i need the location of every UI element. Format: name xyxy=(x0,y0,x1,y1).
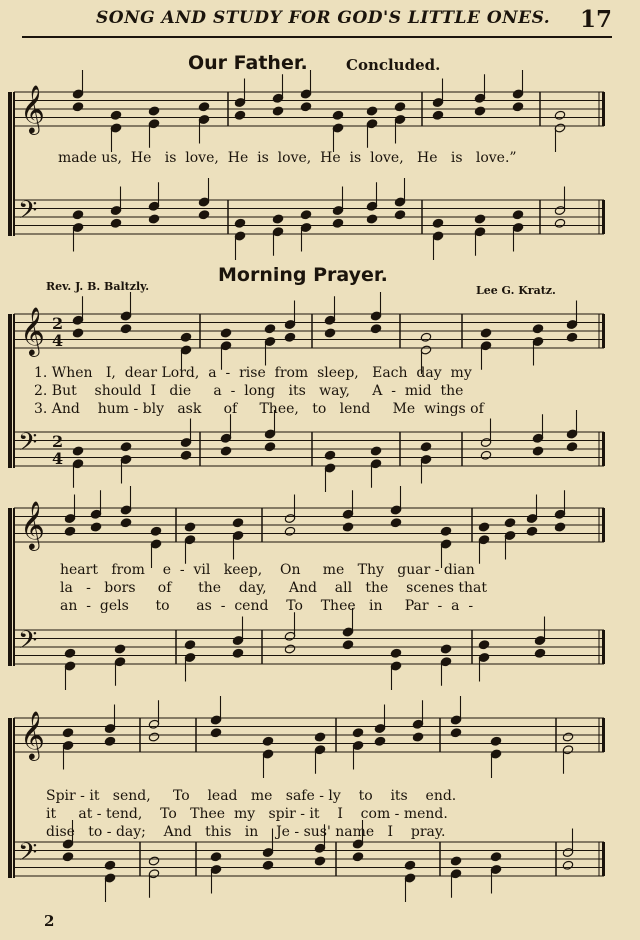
bass-clef: 𝄢 xyxy=(18,428,38,463)
note-head xyxy=(198,102,209,112)
note-head xyxy=(478,640,489,650)
note-head xyxy=(284,644,295,654)
note-head xyxy=(534,648,545,658)
note-head xyxy=(220,446,231,456)
final-bar xyxy=(602,314,605,348)
note-head xyxy=(150,526,161,536)
note-head xyxy=(62,852,73,862)
note-head xyxy=(148,214,159,224)
note-head xyxy=(450,856,461,866)
hymn-subtitle: Concluded. xyxy=(346,56,441,74)
note-head xyxy=(210,852,221,862)
note-head xyxy=(432,110,443,120)
hymn-title-morning-prayer: Morning Prayer. xyxy=(218,264,388,286)
note-head xyxy=(314,856,325,866)
note-head xyxy=(110,110,121,120)
note-head xyxy=(72,210,83,220)
note-head xyxy=(532,446,543,456)
note-head xyxy=(72,446,83,456)
note-head xyxy=(264,324,275,334)
page-number: 17 xyxy=(580,6,613,33)
lyric-line: la - bors of the day, And all the scenes that xyxy=(60,580,488,596)
system-brace xyxy=(8,92,12,236)
note-head xyxy=(120,442,131,452)
bass-clef: 𝄢 xyxy=(18,626,38,661)
lyric-line: Spir - it send, To lead me safe - ly to its end. xyxy=(46,788,457,804)
note-head xyxy=(234,110,245,120)
note-head xyxy=(64,648,75,658)
note-head xyxy=(120,324,131,334)
note-head xyxy=(450,728,461,738)
note-head xyxy=(474,106,485,116)
note-head xyxy=(232,518,243,528)
note-head xyxy=(332,218,343,228)
system-brace xyxy=(8,314,12,468)
bass-clef: 𝄢 xyxy=(18,196,38,231)
note-head xyxy=(284,526,295,536)
note-head xyxy=(566,442,577,452)
final-bar xyxy=(602,842,605,876)
time-signature: 4 xyxy=(52,449,64,468)
note-head xyxy=(474,214,485,224)
note-head xyxy=(512,102,523,112)
note-head xyxy=(72,102,83,112)
lyric-line: heart from e - vil keep, On me Thy guar - dian xyxy=(60,562,475,578)
note-head xyxy=(184,522,195,532)
note-head xyxy=(284,332,295,342)
note-head xyxy=(234,218,245,228)
note-head xyxy=(342,640,353,650)
note-head xyxy=(272,106,283,116)
system-brace xyxy=(8,508,12,666)
treble-clef: 𝄞 xyxy=(20,710,45,759)
treble-clef: 𝄞 xyxy=(20,84,45,133)
note-head xyxy=(352,728,363,738)
note-head xyxy=(352,852,363,862)
note-head xyxy=(148,732,159,742)
note-head xyxy=(332,110,343,120)
lyric-line: 3. And hum - bly ask of Thee, to lend Me wings of xyxy=(34,401,484,417)
note-head xyxy=(554,110,565,120)
time-signature: 2 xyxy=(52,314,64,333)
note-head xyxy=(180,332,191,342)
note-head xyxy=(478,522,489,532)
note-head xyxy=(566,332,577,342)
note-head xyxy=(114,644,125,654)
note-head xyxy=(148,106,159,116)
note-head xyxy=(324,328,335,338)
lyric-line: made us, He is love, He is love, He is love, He is love.” xyxy=(58,150,517,166)
note-head xyxy=(490,736,501,746)
note-head xyxy=(184,640,195,650)
note-head xyxy=(432,218,443,228)
running-title: SONG AND STUDY FOR GOD'S LITTLE ONES. xyxy=(96,8,551,28)
note-head xyxy=(440,526,451,536)
hymn-title-our-father: Our Father. xyxy=(188,52,308,74)
note-head xyxy=(264,442,275,452)
note-head xyxy=(262,860,273,870)
time-signature: 4 xyxy=(52,331,64,350)
note-head xyxy=(72,328,83,338)
note-head xyxy=(366,106,377,116)
signature-mark: 2 xyxy=(44,912,55,930)
system-brace xyxy=(8,718,12,878)
note-head xyxy=(512,210,523,220)
note-head xyxy=(390,518,401,528)
note-head xyxy=(62,728,73,738)
note-head xyxy=(210,728,221,738)
note-head xyxy=(374,736,385,746)
note-head xyxy=(104,860,115,870)
note-head xyxy=(440,644,451,654)
note-head xyxy=(504,518,515,528)
time-signature: 2 xyxy=(52,432,64,451)
lyric-line: it at - tend, To Thee my spir - it I com - mend. xyxy=(46,806,448,822)
note-head xyxy=(180,450,191,460)
note-head xyxy=(394,102,405,112)
note-head xyxy=(370,324,381,334)
note-head xyxy=(300,102,311,112)
note-head xyxy=(526,526,537,536)
bass-clef: 𝄢 xyxy=(18,838,38,873)
note-head xyxy=(370,446,381,456)
note-head xyxy=(232,648,243,658)
note-head xyxy=(404,860,415,870)
note-head xyxy=(390,648,401,658)
note-head xyxy=(262,736,273,746)
note-head xyxy=(480,328,491,338)
final-bar xyxy=(602,508,605,542)
treble-clef: 𝄞 xyxy=(20,306,45,355)
note-head xyxy=(324,450,335,460)
note-head xyxy=(90,522,101,532)
note-head xyxy=(554,522,565,532)
note-head xyxy=(198,210,209,220)
note-head xyxy=(490,852,501,862)
note-head xyxy=(220,328,231,338)
note-head xyxy=(394,210,405,220)
note-head xyxy=(532,324,543,334)
note-head xyxy=(554,218,565,228)
final-bar xyxy=(602,630,605,664)
note-head xyxy=(272,214,283,224)
hymn-author: Rev. J. B. Baltzly. xyxy=(46,280,150,293)
lyric-line: 2. But should I die a - long its way, A - mid the xyxy=(34,383,464,399)
note-head xyxy=(300,210,311,220)
note-head xyxy=(314,732,325,742)
note-head xyxy=(420,442,431,452)
note-head xyxy=(64,526,75,536)
note-head xyxy=(148,856,159,866)
final-bar xyxy=(602,718,605,752)
note-head xyxy=(110,218,121,228)
final-bar xyxy=(602,432,605,466)
note-head xyxy=(342,522,353,532)
note-head xyxy=(412,732,423,742)
note-head xyxy=(120,518,131,528)
note-head xyxy=(562,732,573,742)
note-head xyxy=(480,450,491,460)
note-head xyxy=(420,332,431,342)
note-head xyxy=(562,860,573,870)
lyric-line: 1. When I, dear Lord, a - rise from sleep, Each day my xyxy=(34,365,472,381)
final-bar xyxy=(602,200,605,234)
lyric-line: an - gels to as - cend To Thee in Par - a - xyxy=(60,598,474,614)
final-bar xyxy=(602,92,605,126)
hymn-composer: Lee G. Kratz. xyxy=(476,284,556,297)
treble-clef: 𝄞 xyxy=(20,500,45,549)
note-head xyxy=(366,214,377,224)
lyric-line: dise to - day; And this in Je - sus' name I pray. xyxy=(46,824,446,840)
note-head xyxy=(104,736,115,746)
